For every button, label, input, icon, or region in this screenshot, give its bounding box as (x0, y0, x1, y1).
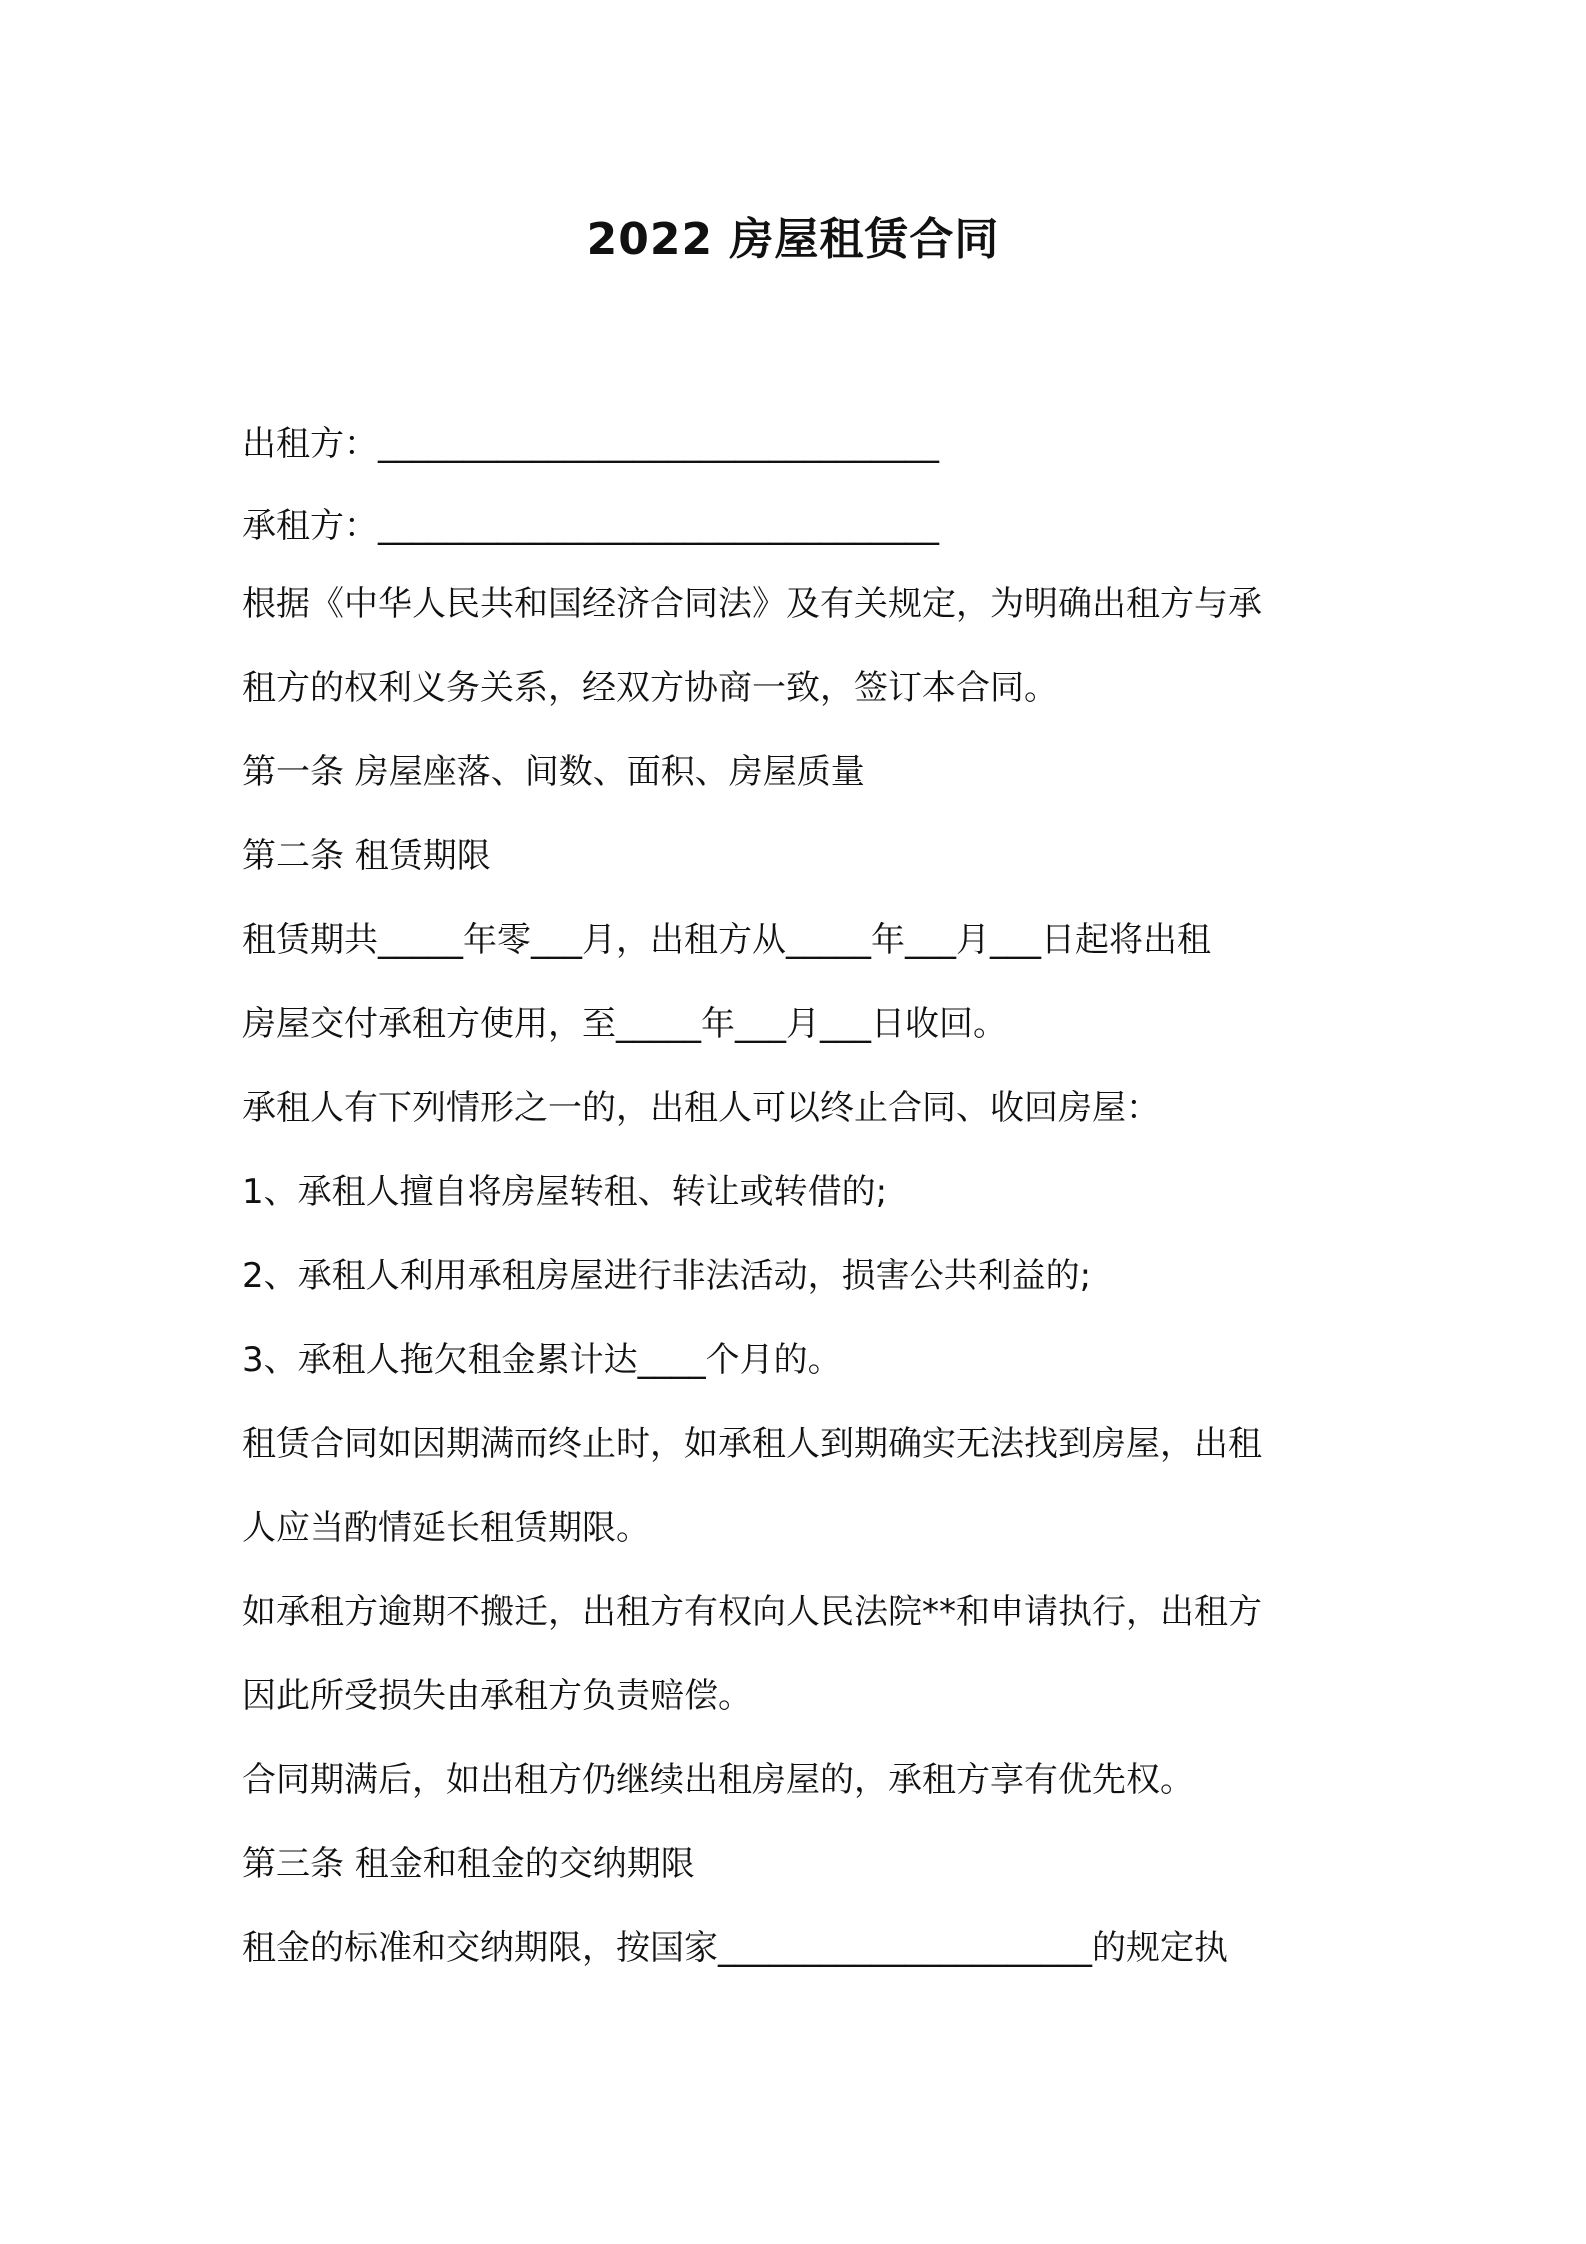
lease-term-line-1: 租赁期共_____年零___月，出租方从_____年___月___日起将出租 (242, 920, 1211, 960)
lessor-line: 出租方：_________________________________ (242, 424, 939, 464)
lease-term-line-2: 房屋交付承租方使用，至_____年___月___日收回。 (242, 1004, 1007, 1044)
article-3-heading: 第三条 租金和租金的交纳期限 (242, 1844, 695, 1884)
termination-item-3: 3、承租人拖欠租金累计达____个月的。 (242, 1340, 842, 1380)
renewal-priority-line: 合同期满后，如出租方仍继续出租房屋的，承租方享有优先权。 (242, 1760, 1194, 1800)
article-2-heading: 第二条 租赁期限 (242, 836, 491, 876)
rent-standard-line: 租金的标准和交纳期限，按国家______________________的规定执 (242, 1928, 1228, 1968)
preamble-line-2: 租方的权利义务关系，经双方协商一致，签订本合同。 (242, 668, 1058, 708)
termination-item-1: 1、承租人擅自将房屋转租、转让或转借的; (242, 1172, 888, 1212)
expiry-clause-line-2: 人应当酌情延长租赁期限。 (242, 1508, 650, 1548)
overstay-clause-line-1: 如承租方逾期不搬迁，出租方有权向人民法院**和申请执行，出租方 (242, 1592, 1262, 1632)
termination-item-2: 2、承租人利用承租房屋进行非法活动，损害公共利益的; (242, 1256, 1092, 1296)
termination-intro: 承租人有下列情形之一的，出租人可以终止合同、收回房屋： (242, 1088, 1160, 1128)
overstay-clause-line-2: 因此所受损失由承租方负责赔偿。 (242, 1676, 752, 1716)
lessee-line: 承租方：_________________________________ (242, 506, 939, 546)
preamble-line-1: 根据《中华人民共和国经济合同法》及有关规定，为明确出租方与承 (242, 584, 1262, 624)
document-title: 2022 房屋租赁合同 (586, 214, 1000, 265)
article-1-heading: 第一条 房屋座落、间数、面积、房屋质量 (242, 752, 865, 792)
expiry-clause-line-1: 租赁合同如因期满而终止时，如承租人到期确实无法找到房屋，出租 (242, 1424, 1262, 1464)
